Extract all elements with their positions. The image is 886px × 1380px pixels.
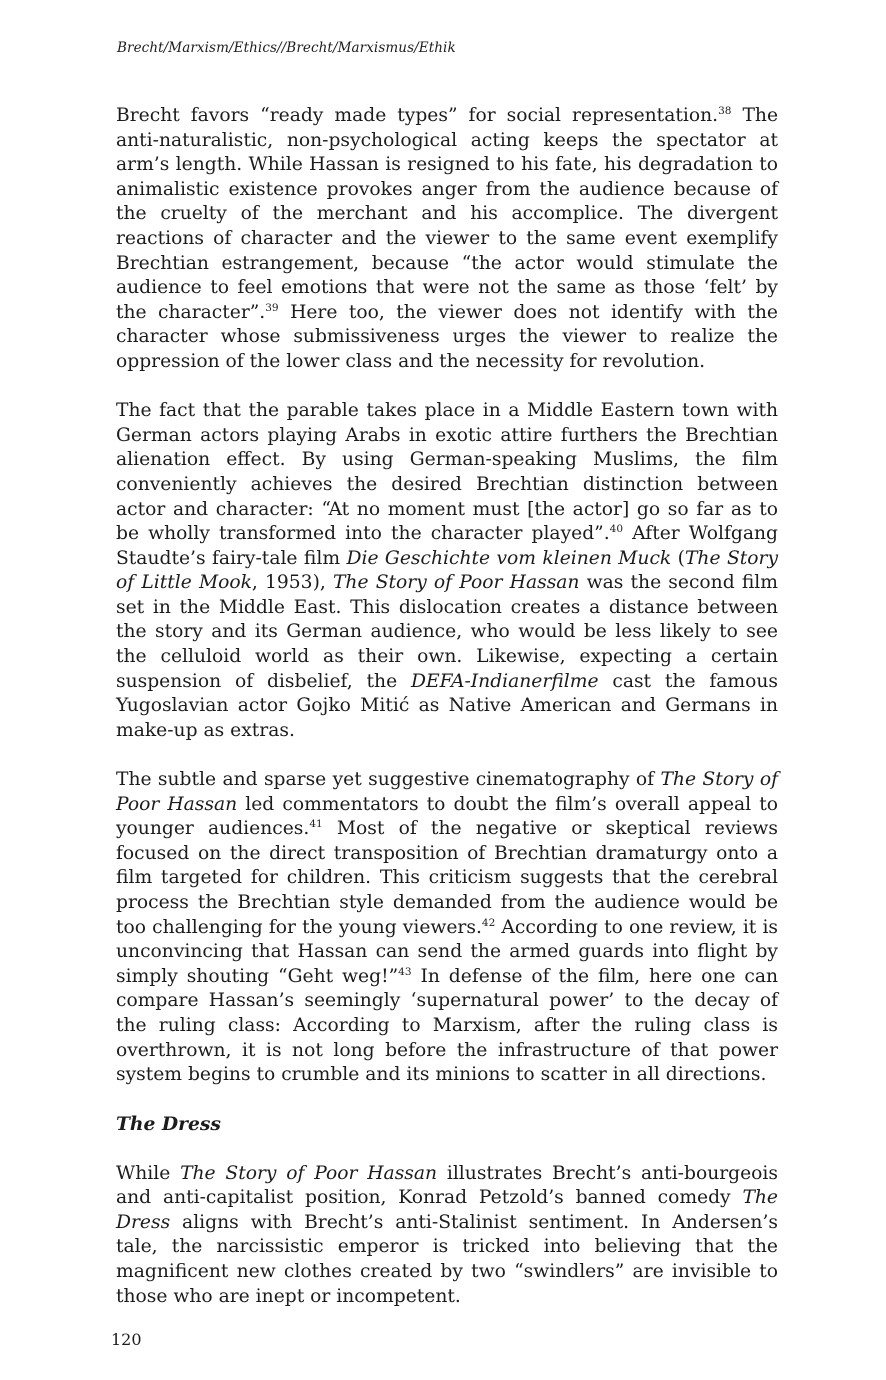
footnote-ref: 38	[718, 105, 732, 117]
text-run: Here too, the viewer does not identify with the character whose submissiveness urges the viewer to realize the oppression of the lower class and the necessity for revolution.	[116, 301, 778, 372]
text-run: was the second film set in the Middle East. This dislocation creates a distance between the story and its German audience, who would be less likely to see the celluloid world as their own. Likewise, expecting a certain suspension of disbelief, the	[116, 572, 778, 692]
running-head: Brecht/Marxism/Ethics//Brecht/Marxismus/Ethik	[117, 40, 456, 56]
italic-title: Die Geschichte vom kleinen Muck	[346, 547, 672, 569]
paragraph-4	[116, 1162, 778, 1310]
footnote-ref: 40	[609, 523, 624, 536]
italic-title: The Story of Poor Hassan	[116, 769, 778, 815]
text-run: cast the famous Yugoslavian actor Gojko Mitić as Native American and Germans in make-up as extras.	[116, 670, 778, 741]
footnote-ref: 41	[309, 818, 323, 831]
text-run: led commentators to doubt the film’s overall appeal to younger audiences.	[116, 793, 778, 840]
footnote-ref: 39	[265, 301, 279, 314]
text-run: In defense of the film, here one can compare Hassan’s seemingly ‘supernatural power’ to the decay of the ruling class: According to Marxism, after the ruling class is overthrown, it is not long before the infrastructure of that power system begins to crumble and its minions to scatter in all directions.	[116, 965, 778, 1086]
text-run: Most of the negative or skeptical reviews focused on the direct transposition of Brechtian dramaturgy onto a film targeted for children. This criticism suggests that the cerebral process the Brechtian style demanded from the audience would be too challenging for the young viewers.	[116, 818, 778, 938]
italic-title: The Story of Poor Hassan	[180, 1162, 438, 1184]
text-run: The anti-naturalistic, non-psychological acting keeps the spectator at arm’s length. While Hassan is resigned to his fate, his degradation to animalistic existence provokes anger from the audience because of the cruelty of the merchant and his accomplice. The divergent reactions of character and the viewer to the same event exemplify Brechtian estrangement, because “the actor would stimulate the audience to feel emotions that were not the same as those ‘felt’ by the character”.	[116, 105, 779, 323]
text-run: The subtle and sparse yet suggestive cinematography of	[116, 769, 661, 791]
text-run: After Wolfgang Staudte’s fairy-tale film	[116, 523, 778, 569]
italic-title: The Story of Poor Hassan	[332, 572, 580, 594]
text-run: According to one review, it is unconvincing that Hassan can send the armed guards into flight by simply shouting “Geht weg!”	[116, 916, 779, 987]
italic-title: The Story of Little Mook	[116, 547, 778, 594]
main-text	[116, 104, 778, 1334]
paragraph-2	[116, 399, 778, 743]
text-run: While	[116, 1162, 181, 1184]
text-run: illustrates Brecht’s anti-bourgeois and anti-capitalist position, Konrad Petzold’s banned comedy	[116, 1162, 779, 1209]
page-number: 120	[111, 1330, 142, 1349]
text-run: Brecht favors “ready made types” for social representation.	[116, 105, 719, 126]
section-heading: The Dress	[116, 1113, 221, 1136]
paragraph-3	[116, 768, 778, 1088]
italic-title: DEFA-Indianerfilme	[411, 670, 599, 692]
footnote-ref: 43	[398, 965, 412, 978]
text-run: (	[671, 547, 685, 569]
text-run: aligns with Brecht’s anti-Stalinist sentiment. In Andersen’s tale, the narcissistic emperor is tricked into believing that the magnificent new clothes created by two “swindlers” are invisible to those who are inept or incompetent.	[116, 1211, 778, 1307]
footnote-ref: 42	[481, 916, 496, 929]
text-run: The fact that the parable takes place in a Middle Eastern town with German actors playing Arabs in exotic attire furthers the Brechtian alienation effect. By using German-speaking Muslims, the film conveniently achieves the desired Brechtian distinction between actor and character: “At no moment must [the actor] go so far as to be wholly transformed into the character played”.	[116, 400, 778, 545]
italic-title: The Dress	[116, 1187, 778, 1233]
text-run: , 1953),	[251, 572, 333, 594]
paragraph-1	[116, 104, 778, 375]
